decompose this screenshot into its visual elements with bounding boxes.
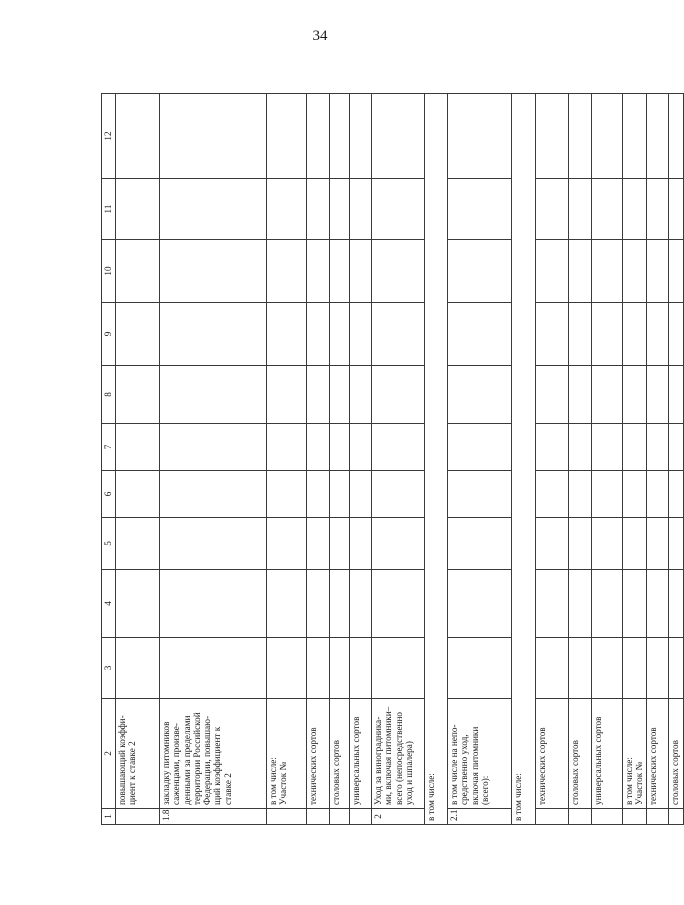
value-cell xyxy=(646,570,668,638)
data-table xyxy=(101,93,684,825)
row-number: 1.8 xyxy=(160,809,267,825)
column-header-1: 1 xyxy=(102,809,116,825)
value-cell xyxy=(623,303,647,366)
value-cell xyxy=(448,638,512,699)
table-row xyxy=(425,94,448,825)
value-cell xyxy=(592,570,623,638)
value-cell xyxy=(536,424,569,471)
value-cell xyxy=(536,471,569,518)
table-row xyxy=(512,94,536,825)
value-cell xyxy=(116,471,160,518)
value-cell xyxy=(646,638,668,699)
value-cell xyxy=(668,570,683,638)
value-cell xyxy=(307,240,330,303)
value-cell xyxy=(536,570,569,638)
value-cell xyxy=(350,471,372,518)
row-label: в том числе: Участок № xyxy=(267,699,307,809)
row-label: в том числе на непо- средственно уход, включая питомники (всего): xyxy=(448,699,512,809)
value-cell xyxy=(569,424,592,471)
value-cell xyxy=(116,638,160,699)
row-number xyxy=(536,809,569,825)
value-cell xyxy=(267,471,307,518)
value-cell xyxy=(592,638,623,699)
value-cell xyxy=(448,94,512,179)
row-label: технических сортов xyxy=(536,699,569,809)
column-header-9: 9 xyxy=(102,303,116,366)
value-cell xyxy=(160,303,267,366)
value-cell xyxy=(448,424,512,471)
row-label: универсальных сортов xyxy=(350,699,372,809)
table-row xyxy=(116,94,160,825)
value-cell xyxy=(372,518,425,570)
value-cell xyxy=(536,179,569,240)
section-label: в том числе: xyxy=(425,94,448,825)
table-row xyxy=(569,94,592,825)
value-cell xyxy=(307,424,330,471)
column-header-3: 3 xyxy=(102,638,116,699)
value-cell xyxy=(307,303,330,366)
table-row xyxy=(350,94,372,825)
table-row xyxy=(267,94,307,825)
value-cell xyxy=(448,570,512,638)
row-label: столовых сортов xyxy=(668,699,683,809)
value-cell xyxy=(668,366,683,424)
value-cell xyxy=(160,366,267,424)
value-cell xyxy=(668,471,683,518)
column-header-10: 10 xyxy=(102,240,116,303)
value-cell xyxy=(372,471,425,518)
value-cell xyxy=(668,179,683,240)
value-cell xyxy=(569,638,592,699)
value-cell xyxy=(116,303,160,366)
value-cell xyxy=(592,303,623,366)
value-cell xyxy=(623,94,647,179)
row-number xyxy=(569,809,592,825)
value-cell xyxy=(623,518,647,570)
value-cell xyxy=(267,570,307,638)
value-cell xyxy=(668,303,683,366)
table-row xyxy=(646,94,668,825)
value-cell xyxy=(623,471,647,518)
value-cell xyxy=(330,424,350,471)
value-cell xyxy=(307,471,330,518)
value-cell xyxy=(623,179,647,240)
value-cell xyxy=(536,94,569,179)
section-label: в том числе: xyxy=(512,94,536,825)
value-cell xyxy=(350,179,372,240)
value-cell xyxy=(536,366,569,424)
value-cell xyxy=(448,179,512,240)
value-cell xyxy=(448,518,512,570)
value-cell xyxy=(350,303,372,366)
value-cell xyxy=(267,179,307,240)
value-cell xyxy=(569,570,592,638)
rotated-table-container xyxy=(101,94,680,825)
value-cell xyxy=(330,518,350,570)
value-cell xyxy=(536,638,569,699)
value-cell xyxy=(307,94,330,179)
page-number: 34 xyxy=(312,28,328,44)
value-cell xyxy=(330,471,350,518)
value-cell xyxy=(116,94,160,179)
value-cell xyxy=(668,240,683,303)
row-number xyxy=(646,809,668,825)
value-cell xyxy=(646,518,668,570)
value-cell xyxy=(160,471,267,518)
value-cell xyxy=(372,366,425,424)
value-cell xyxy=(668,518,683,570)
value-cell xyxy=(350,570,372,638)
value-cell xyxy=(267,424,307,471)
value-cell xyxy=(330,94,350,179)
row-label: технических сортов xyxy=(307,699,330,809)
row-number xyxy=(668,809,683,825)
table-row xyxy=(330,94,350,825)
row-label: универсальных сортов xyxy=(592,699,623,809)
row-label: в том числе: Участок № xyxy=(623,699,647,809)
value-cell xyxy=(116,424,160,471)
value-cell xyxy=(350,94,372,179)
value-cell xyxy=(592,424,623,471)
column-header-6: 6 xyxy=(102,471,116,518)
row-number xyxy=(116,809,160,825)
row-number xyxy=(623,809,647,825)
row-label: Уход за виноградника- ми, включая питомники– всего (непосредственно уход и шпалера) xyxy=(372,699,425,809)
value-cell xyxy=(536,240,569,303)
value-cell xyxy=(116,518,160,570)
value-cell xyxy=(160,570,267,638)
column-header-2: 2 xyxy=(102,699,116,809)
value-cell xyxy=(372,570,425,638)
value-cell xyxy=(160,518,267,570)
value-cell xyxy=(646,366,668,424)
row-number xyxy=(350,809,372,825)
value-cell xyxy=(623,240,647,303)
column-header-11: 11 xyxy=(102,179,116,240)
value-cell xyxy=(160,240,267,303)
value-cell xyxy=(646,179,668,240)
value-cell xyxy=(160,424,267,471)
value-cell xyxy=(623,366,647,424)
value-cell xyxy=(350,240,372,303)
value-cell xyxy=(307,366,330,424)
value-cell xyxy=(330,366,350,424)
value-cell xyxy=(116,179,160,240)
value-cell xyxy=(448,240,512,303)
row-number xyxy=(592,809,623,825)
value-cell xyxy=(116,570,160,638)
value-cell xyxy=(372,179,425,240)
value-cell xyxy=(668,424,683,471)
value-cell xyxy=(350,638,372,699)
row-number: 2 xyxy=(372,809,425,825)
value-cell xyxy=(569,366,592,424)
value-cell xyxy=(267,366,307,424)
value-cell xyxy=(160,94,267,179)
value-cell xyxy=(160,179,267,240)
value-cell xyxy=(569,303,592,366)
value-cell xyxy=(592,366,623,424)
table-row xyxy=(160,94,267,825)
table-row xyxy=(307,94,330,825)
value-cell xyxy=(372,638,425,699)
value-cell xyxy=(646,471,668,518)
value-cell xyxy=(267,240,307,303)
column-header-8: 8 xyxy=(102,366,116,424)
value-cell xyxy=(330,303,350,366)
value-cell xyxy=(668,94,683,179)
value-cell xyxy=(592,471,623,518)
value-cell xyxy=(592,518,623,570)
value-cell xyxy=(350,424,372,471)
value-cell xyxy=(307,179,330,240)
value-cell xyxy=(569,518,592,570)
value-cell xyxy=(307,518,330,570)
value-cell xyxy=(372,94,425,179)
value-cell xyxy=(646,303,668,366)
row-label: повышающий коэффи- циент к ставке 2 xyxy=(116,699,160,809)
value-cell xyxy=(160,638,267,699)
row-label: столовых сортов xyxy=(330,699,350,809)
value-cell xyxy=(536,518,569,570)
row-label: столовых сортов xyxy=(569,699,592,809)
value-cell xyxy=(569,179,592,240)
value-cell xyxy=(592,240,623,303)
table-area xyxy=(101,94,680,825)
column-header-7: 7 xyxy=(102,424,116,471)
value-cell xyxy=(372,424,425,471)
table-row xyxy=(668,94,683,825)
value-cell xyxy=(350,366,372,424)
value-cell xyxy=(267,518,307,570)
value-cell xyxy=(646,424,668,471)
value-cell xyxy=(372,303,425,366)
row-number: 2.1 xyxy=(448,809,512,825)
value-cell xyxy=(330,240,350,303)
value-cell xyxy=(592,94,623,179)
value-cell xyxy=(592,179,623,240)
value-cell xyxy=(116,366,160,424)
value-cell xyxy=(623,424,647,471)
value-cell xyxy=(350,518,372,570)
value-cell xyxy=(116,240,160,303)
table-row xyxy=(592,94,623,825)
value-cell xyxy=(448,366,512,424)
column-header-5: 5 xyxy=(102,518,116,570)
row-label: технических сортов xyxy=(646,699,668,809)
table-row xyxy=(623,94,647,825)
table-row xyxy=(536,94,569,825)
table-row xyxy=(372,94,425,825)
value-cell xyxy=(330,179,350,240)
value-cell xyxy=(668,638,683,699)
value-cell xyxy=(448,471,512,518)
header-row xyxy=(102,94,116,825)
value-cell xyxy=(267,94,307,179)
value-cell xyxy=(372,240,425,303)
row-number xyxy=(267,809,307,825)
value-cell xyxy=(569,240,592,303)
value-cell xyxy=(448,303,512,366)
value-cell xyxy=(307,570,330,638)
row-number xyxy=(307,809,330,825)
value-cell xyxy=(623,638,647,699)
row-number xyxy=(330,809,350,825)
row-label: закладку питомников саженцами, произве- денными за пределами территории Российской Федерации, повышаю- щий коэффициент к ставке 2 xyxy=(160,699,267,809)
value-cell xyxy=(569,471,592,518)
value-cell xyxy=(307,638,330,699)
column-header-4: 4 xyxy=(102,570,116,638)
value-cell xyxy=(569,94,592,179)
value-cell xyxy=(646,240,668,303)
value-cell xyxy=(536,303,569,366)
value-cell xyxy=(267,638,307,699)
value-cell xyxy=(330,570,350,638)
value-cell xyxy=(623,570,647,638)
value-cell xyxy=(330,638,350,699)
value-cell xyxy=(267,303,307,366)
column-header-12: 12 xyxy=(102,94,116,179)
value-cell xyxy=(646,94,668,179)
table-row xyxy=(448,94,512,825)
